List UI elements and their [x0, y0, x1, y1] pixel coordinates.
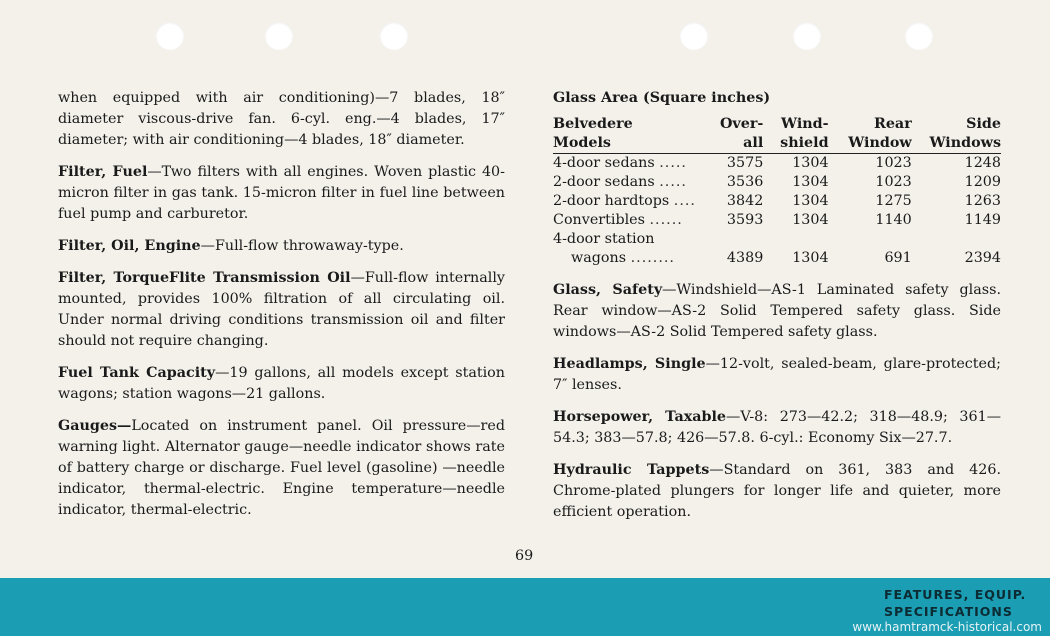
table-row: [553, 173, 1001, 192]
table-row: [553, 211, 1001, 230]
entry-text: —V-8: 273—42.2; 318—48.9; 361—54.3; 383—57.8; 426—57.8. 6-cyl.: Economy Six—27.7.: [553, 409, 1001, 446]
col-header-rear-window: Rear Window: [829, 115, 912, 154]
left-column: [58, 88, 505, 532]
side-windows-cell: 1248: [964, 155, 1001, 171]
overall-cell: 4389: [726, 250, 764, 266]
entry-heading: Filter, Fuel: [58, 164, 148, 180]
binder-hole: [905, 22, 933, 50]
transmission-filter-entry: [58, 268, 505, 352]
side-windows-cell: 1263: [964, 193, 1001, 209]
rear-window-cell: 691: [884, 250, 912, 266]
windshield-cell: 1304: [792, 155, 829, 171]
page-number: 69: [515, 548, 534, 564]
windshield-cell: 1304: [792, 250, 829, 266]
side-windows-cell: 2394: [964, 250, 1001, 266]
watermark: www.hamtramck-historical.com: [852, 620, 1042, 634]
table-header-row: [553, 115, 1001, 154]
entry-text: —Full-flow throwaway-type.: [200, 238, 404, 254]
overall-cell: 3593: [726, 212, 764, 228]
overall-cell: 3842: [726, 193, 764, 209]
binder-hole: [156, 22, 184, 50]
col-header-overall: Over- all: [720, 115, 763, 154]
side-windows-cell: 1149: [964, 212, 1001, 228]
entry-text: —19 gallons, all models except station wagons; station wagons—21 gallons.: [58, 365, 506, 402]
gauges-entry: [58, 416, 505, 521]
side-windows-cell: 1209: [964, 174, 1001, 190]
entry-heading: Horsepower, Taxable: [553, 409, 727, 425]
entry-text: Located on instrument panel. Oil pressure—red warning light. Alternator gauge—needle indicator shows rate of battery charge or discharge. Fuel level (gasoline) —needle indicator, thermal-electric. Engine temperature—needle indicator, thermal-electric.: [58, 418, 505, 518]
table-row: [553, 192, 1001, 211]
overall-cell: 3536: [726, 174, 764, 190]
binder-hole: [680, 22, 708, 50]
rear-window-cell: 1023: [875, 174, 912, 190]
entry-heading: Filter, TorqueFlite Transmission Oil: [58, 270, 351, 286]
entry-text: —Two filters with all engines. Woven plastic 40-micron filter in gas tank. 15-micron filter in fuel line between fuel pump and carburetor.: [58, 164, 505, 222]
entry-heading: Headlamps, Single: [553, 356, 706, 372]
col-header-models: Belvedere Models: [553, 115, 720, 154]
rear-window-cell: 1023: [875, 155, 912, 171]
entry-text: —Full-flow internally mounted, provides 100% filtration of all circulating oil. Under normal driving conditions transmission oil and filter should not require changing.: [58, 270, 505, 349]
entry-text: —Standard on 361, 383 and 426. Chrome-plated plungers for longer life and quieter, more efficient operation.: [553, 462, 1002, 520]
model-cell: 2-door sedans .....: [553, 174, 687, 190]
fuel-tank-entry: [58, 363, 505, 405]
fuel-filter-entry: [58, 162, 505, 225]
horsepower-entry: [553, 407, 1001, 449]
entry-heading: Gauges—: [58, 418, 132, 434]
model-cell: 4-door sedans .....: [553, 155, 687, 171]
entry-heading: Filter, Oil, Engine: [58, 238, 201, 254]
col-header-windshield: Wind- shield: [763, 115, 828, 154]
windshield-cell: 1304: [792, 193, 829, 209]
windshield-cell: 1304: [792, 212, 829, 228]
entry-text: —Windshield—AS-1 Laminated safety glass. Rear window—AS-2 Solid Tempered safety glass. Side windows—AS-2 Solid Tempered safety glass.: [553, 282, 1001, 340]
entry-text: —12-volt, sealed-beam, glare-protected; 7″ lenses.: [553, 356, 1001, 393]
tappets-entry: [553, 460, 1001, 523]
rear-window-cell: 1275: [875, 193, 912, 209]
binder-hole: [380, 22, 408, 50]
entry-heading: Hydraulic Tappets: [553, 462, 710, 478]
col-header-side-windows: Side Windows: [912, 115, 1001, 154]
model-cell: 2-door hardtops ....: [553, 193, 696, 209]
entry-heading: Fuel Tank Capacity: [58, 365, 216, 381]
entry-heading: Glass, Safety: [553, 282, 663, 298]
glass-area-title: Glass Area (Square inches): [553, 90, 771, 106]
windshield-cell: 1304: [792, 174, 829, 190]
rear-window-cell: 1140: [875, 212, 912, 228]
glass-area-table: [553, 115, 1001, 268]
model-cell: 4-door station: [553, 231, 655, 247]
oil-filter-entry: [58, 236, 505, 257]
safety-glass-entry: [553, 280, 1001, 343]
table-row: [553, 230, 1001, 249]
model-cell: wagons ........: [571, 250, 675, 266]
section-label: FEATURES, EQUIP. SPECIFICATIONS: [884, 587, 1027, 619]
table-row: [553, 154, 1001, 174]
binder-hole: [265, 22, 293, 50]
right-column: [553, 88, 1001, 534]
fan-continuation: when equipped with air conditioning)—7 blades, 18″ diameter viscous-drive fan. 6-cyl. eng.—4 blades, 17″ diameter; with air conditioning—4 blades, 18″ diameter.: [58, 90, 505, 148]
overall-cell: 3575: [726, 155, 764, 171]
model-cell: Convertibles ......: [553, 212, 683, 228]
binder-hole: [793, 22, 821, 50]
headlamps-entry: [553, 354, 1001, 396]
table-row: [553, 249, 1001, 268]
